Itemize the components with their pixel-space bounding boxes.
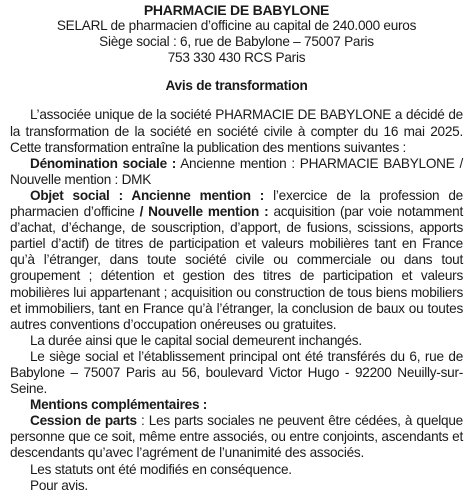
- company-form: SELARL de pharmacien d’officine au capital de 240.000 euros: [56, 18, 417, 34]
- intro-paragraph: L’associée unique de la société PHARMACIE DE BABYLONE a décidé de la transformation de la société en société civile à compter du 16 mai 2025. Cette transformation entraîne la publication des mentions suivantes :: [10, 107, 463, 155]
- objet-old-text: l’exercice de la profession de pharmacien d’officine: [10, 187, 463, 220]
- company-name: PHARMACIE DE BABYLONE: [143, 2, 330, 18]
- denomination-label: Dénomination sociale :: [30, 155, 177, 171]
- objet-paragraph: [10, 188, 463, 333]
- legal-notice: [10, 0, 463, 494]
- duration-paragraph: La durée ainsi que le capital social demeurent inchangés.: [30, 332, 362, 348]
- closing-line: Pour avis.: [30, 477, 88, 493]
- notice-title: Avis de transformation: [165, 78, 308, 94]
- complementary-heading: Mentions complémentaires :: [30, 397, 208, 413]
- cession-label: Cession de parts: [30, 413, 137, 429]
- denomination-text: Ancienne mention : PHARMACIE BABYLONE / Nouvelle mention : DMK: [10, 155, 463, 187]
- registration-number: 753 330 430 RCS Paris: [167, 50, 306, 66]
- denomination-paragraph: [10, 156, 463, 188]
- cession-paragraph: [10, 413, 463, 461]
- objet-new-text: acquisition (par voie notamment d’achat, d’échange, de souscription, d’apport, de fusions, scissions, apports partiel d’actif) de titres de participation et valeurs mobilières tant en France qu’à l’étranger, dans toute société civile ou commerciale ou dans tout groupement ; détention et gestion des titres de participation et valeurs mobilières lui appartenant ; acquisition ou construction de tous biens mobiliers et immobiliers, tant en France qu’à l’étranger, la conclusion de baux ou toutes autres conventions d’occupation onéreuses ou gratuites.: [10, 204, 464, 332]
- transfer-paragraph: Le siège social et l’établissement principal ont été transférés du 6, rue de Babylone – 75007 Paris au 56, boulevard Victor Hugo - 92200 Neuilly-sur-Seine.: [10, 348, 463, 397]
- objet-new-label: / Nouvelle mention :: [134, 204, 269, 220]
- objet-old-label: Objet social : Ancienne mention :: [30, 187, 265, 203]
- head-office: Siège social : 6, rue de Babylone – 75007 Paris: [99, 34, 374, 50]
- statutes-paragraph: Les statuts ont été modifiés en conséquence.: [30, 461, 292, 477]
- cession-text: : Les parts sociales ne peuvent être cédées, à quelque personne que ce soit, même entre associés, ou entre conjoints, ascendants et descendants qu’avec l’agrément de l’unanimité des associés.: [10, 413, 463, 461]
